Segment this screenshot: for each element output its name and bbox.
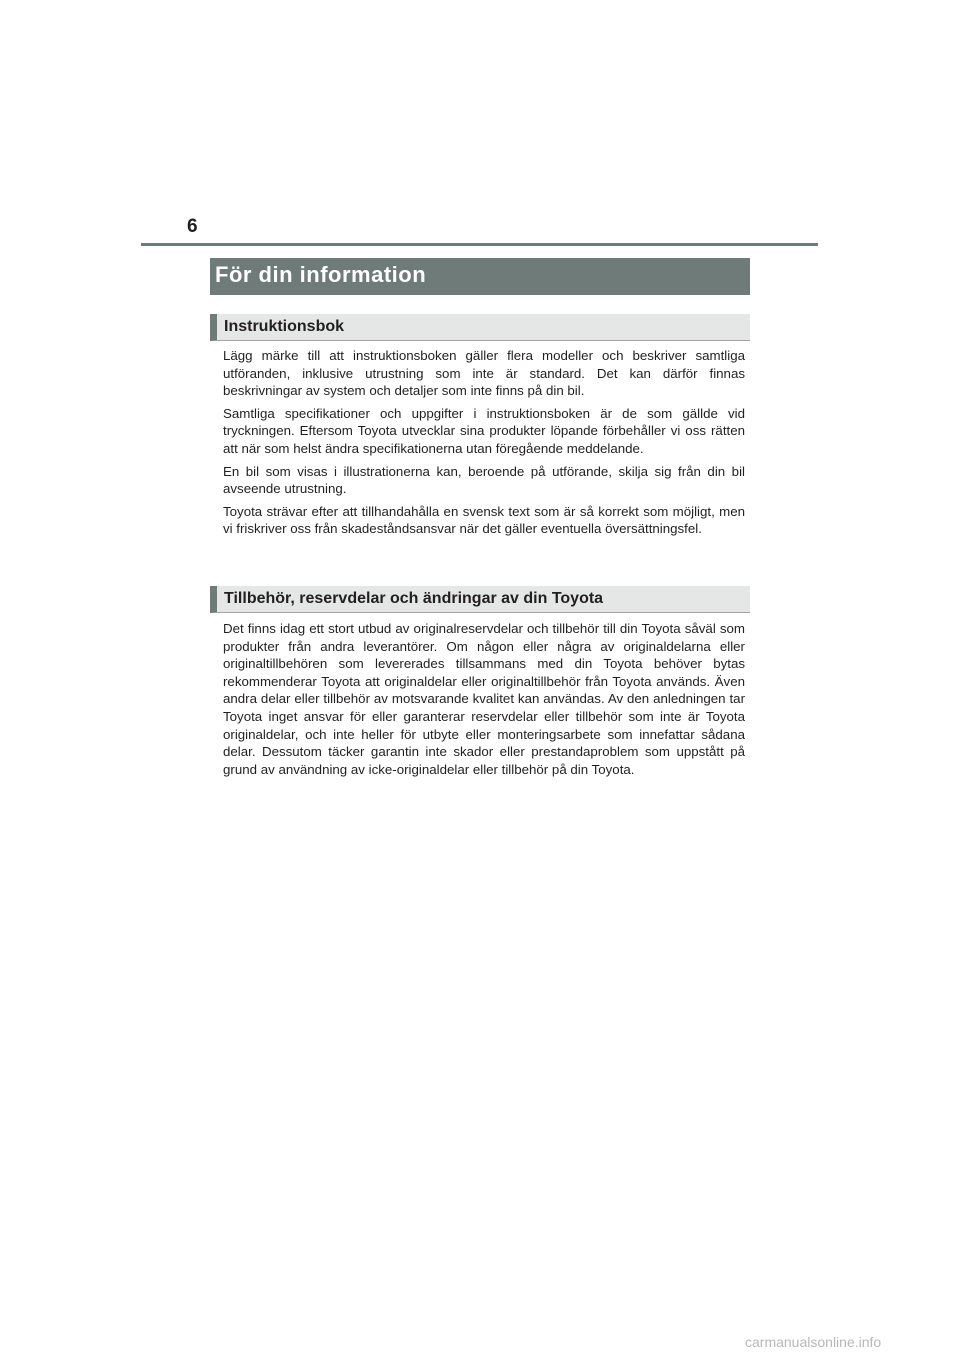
subheading-tillbehor bbox=[210, 586, 750, 613]
section-title-banner bbox=[210, 258, 750, 295]
paragraph: Lägg märke till att instruktionsboken gäller flera modeller och beskriver samtliga utföranden, inklusive utrustning som inte är standard. Det kan därför finnas beskrivningar av system och detaljer som inte finns på din bil. bbox=[223, 348, 745, 399]
section-body-tillbehor bbox=[223, 620, 745, 783]
watermark: carmanualsonline.info bbox=[745, 1334, 882, 1350]
subheading-instruktionsbok bbox=[210, 314, 750, 341]
paragraph: En bil som visas i illustrationerna kan, beroende på utförande, skilja sig från din bil avseende utrustning. bbox=[223, 463, 745, 497]
paragraph: Toyota strävar efter att tillhandahålla en svensk text som är så korrekt som möjligt, men vi friskriver oss från skadeståndsansvar när det gäller eventuella översättningsfel. bbox=[223, 503, 745, 537]
paragraph: Samtliga specifikationer och uppgifter i instruktionsboken är de som gällde vid tryckningen. Eftersom Toyota utvecklar sina produkter löpande förbehåller vi oss rätten att när som helst ändra specifikationerna utan föregående meddelande. bbox=[223, 405, 745, 456]
paragraph: Det finns idag ett stort utbud av originalreservdelar och tillbehör till din Toyota såväl som produkter från andra leverantörer. Om någon eller några av originaldelarna eller originaltillbehören som levererades tillsammans med din Toyota behöver bytas rekommenderar Toyota att originaldelar eller originaltillbehör från Toyota används. Även andra delar eller tillbehör av motsvarande kvalitet kan användas. Av den anledningen tar Toyota inget ansvar för eller garanterar reservdelar eller tillbehör som inte är Toyota originaldelar, och inte heller för utbyte eller monteringsarbete som innefattar sådana delar. Dessutom täcker garantin inte skador eller prestandaproblem som uppstått på grund av användning av icke-originaldelar eller tillbehör på din Toyota. bbox=[223, 621, 745, 777]
subheading-label: Tillbehör, reservdelar och ändringar av din Toyota bbox=[224, 590, 604, 607]
subheading-label: Instruktionsbok bbox=[224, 318, 345, 335]
page-number: 6 bbox=[187, 216, 198, 237]
section-body-instruktionsbok bbox=[223, 347, 745, 543]
section-title: För din information bbox=[215, 262, 427, 287]
header-rule bbox=[141, 243, 818, 246]
